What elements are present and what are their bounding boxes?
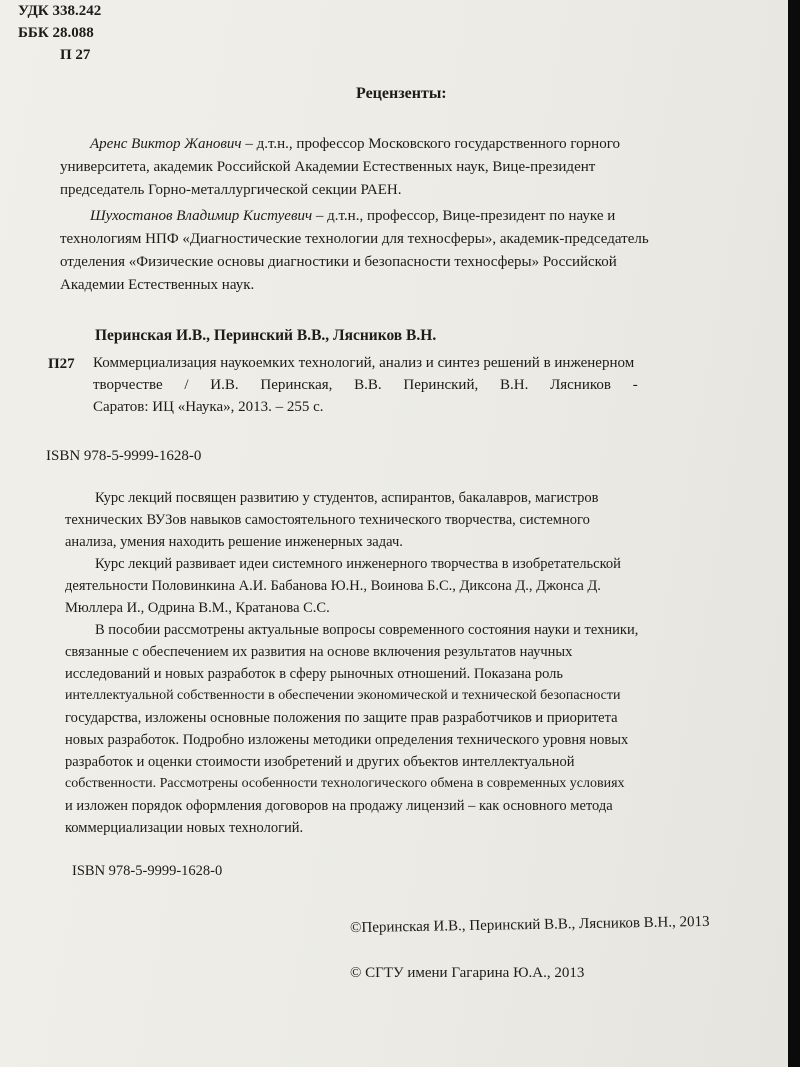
abstract-line: Курс лекций посвящен развитию у студентов, аспирантов, бакалавров, магистров [95,490,599,506]
reviewer-line: председатель Горно-металлургической секции РАЕН. [60,182,402,198]
copyright-publisher: © СГТУ имени Гагарина Ю.А., 2013 [350,965,585,981]
catalog-line: Саратов: ИЦ «Наука», 2013. – 255 с. [93,399,324,415]
abstract-line: Мюллера И., Одрина В.М., Кратанова С.С. [65,600,330,616]
catalog-line: Коммерциализация наукоемких технологий, анализ и синтез решений в инженерном [93,355,635,371]
reviewer-line: Академии Естественных наук. [60,277,255,293]
catalog-authors: Перинская И.В., Перинский В.В., Лясников В.Н. [95,327,437,344]
catalog-code: П27 [48,356,75,372]
abstract-line: Курс лекций развивает идеи системного инженерного творчества в изобретательской [95,556,621,572]
reviewer-entry [60,133,775,202]
udk-code: УДК 338.242 [18,3,102,19]
isbn-catalog: ISBN 978-5-9999-1628-0 [46,448,202,464]
abstract-line: разработок и оценки стоимости изобретений и других объектов интеллектуальной [65,754,575,770]
abstract-line: новых разработок. Подробно изложены методики определения технического уровня новых [65,732,629,748]
abstract-line: государства, изложены основные положения по защите прав разработчиков и приоритета [65,710,618,726]
abstract-line: коммерциализации новых технологий. [65,820,304,836]
reviewer-line: технологиям НПФ «Диагностические технологии для техносферы», академик-председатель [60,231,649,247]
abstract-line: и изложен порядок оформления договоров на продажу лицензий – как основного метода [65,798,613,814]
copyright-authors: ©Перинская И.В., Перинский В.В., Лясников В.Н., 2013 [349,913,710,937]
abstract-line: исследований и новых разработок в сферу рыночных отношений. Показана роль [65,666,563,682]
author-code: П 27 [60,47,91,63]
reviewer-line: отделения «Физические основы диагностики и безопасности техносферы» Российской [60,254,617,270]
abstract-line: анализа, умения находить решение инженерных задач. [65,534,403,550]
reviewer-name: Аренс Виктор Жанович [90,136,242,152]
reviewers-heading: Рецензенты: [356,85,447,102]
classification-codes [18,0,101,66]
bbk-code: ББК 28.088 [18,25,94,41]
reviewer-entry [60,205,775,297]
abstract-line: В пособии рассмотрены актуальные вопросы современного состояния науки и техники, [95,622,639,638]
abstract [65,487,780,839]
abstract-line: связанные с обеспечением их развития на основе включения результатов научных [65,644,573,660]
catalog-entry [93,352,783,418]
abstract-line: деятельности Половинкина А.И. Бабанова Ю.Н., Воинова Б.С., Диксона Д., Джонса Д. [65,578,601,594]
reviewer-line: университета, академик Российской Академии Естественных наук, Вице-президент [60,159,596,175]
abstract-line: технических ВУЗов навыков самостоятельного технического творчества, системного [65,512,590,528]
catalog-line: творчестве / И.В. Перинская, В.В. Перинский, В.Н. Лясников - [93,377,638,393]
abstract-line: собственности. Рассмотрены особенности технологического обмена в современных условиях [65,776,625,791]
isbn-bottom: ISBN 978-5-9999-1628-0 [72,863,223,879]
abstract-line: интеллектуальной собственности в обеспечении экономической и технической безопасности [65,688,621,703]
reviewer-line: – д.т.н., профессор, Вице-президент по науке и [312,208,616,224]
reviewer-line: – д.т.н., профессор Московского государственного горного [241,136,620,152]
reviewer-name: Шухостанов Владимир Кистуевич [90,208,313,224]
